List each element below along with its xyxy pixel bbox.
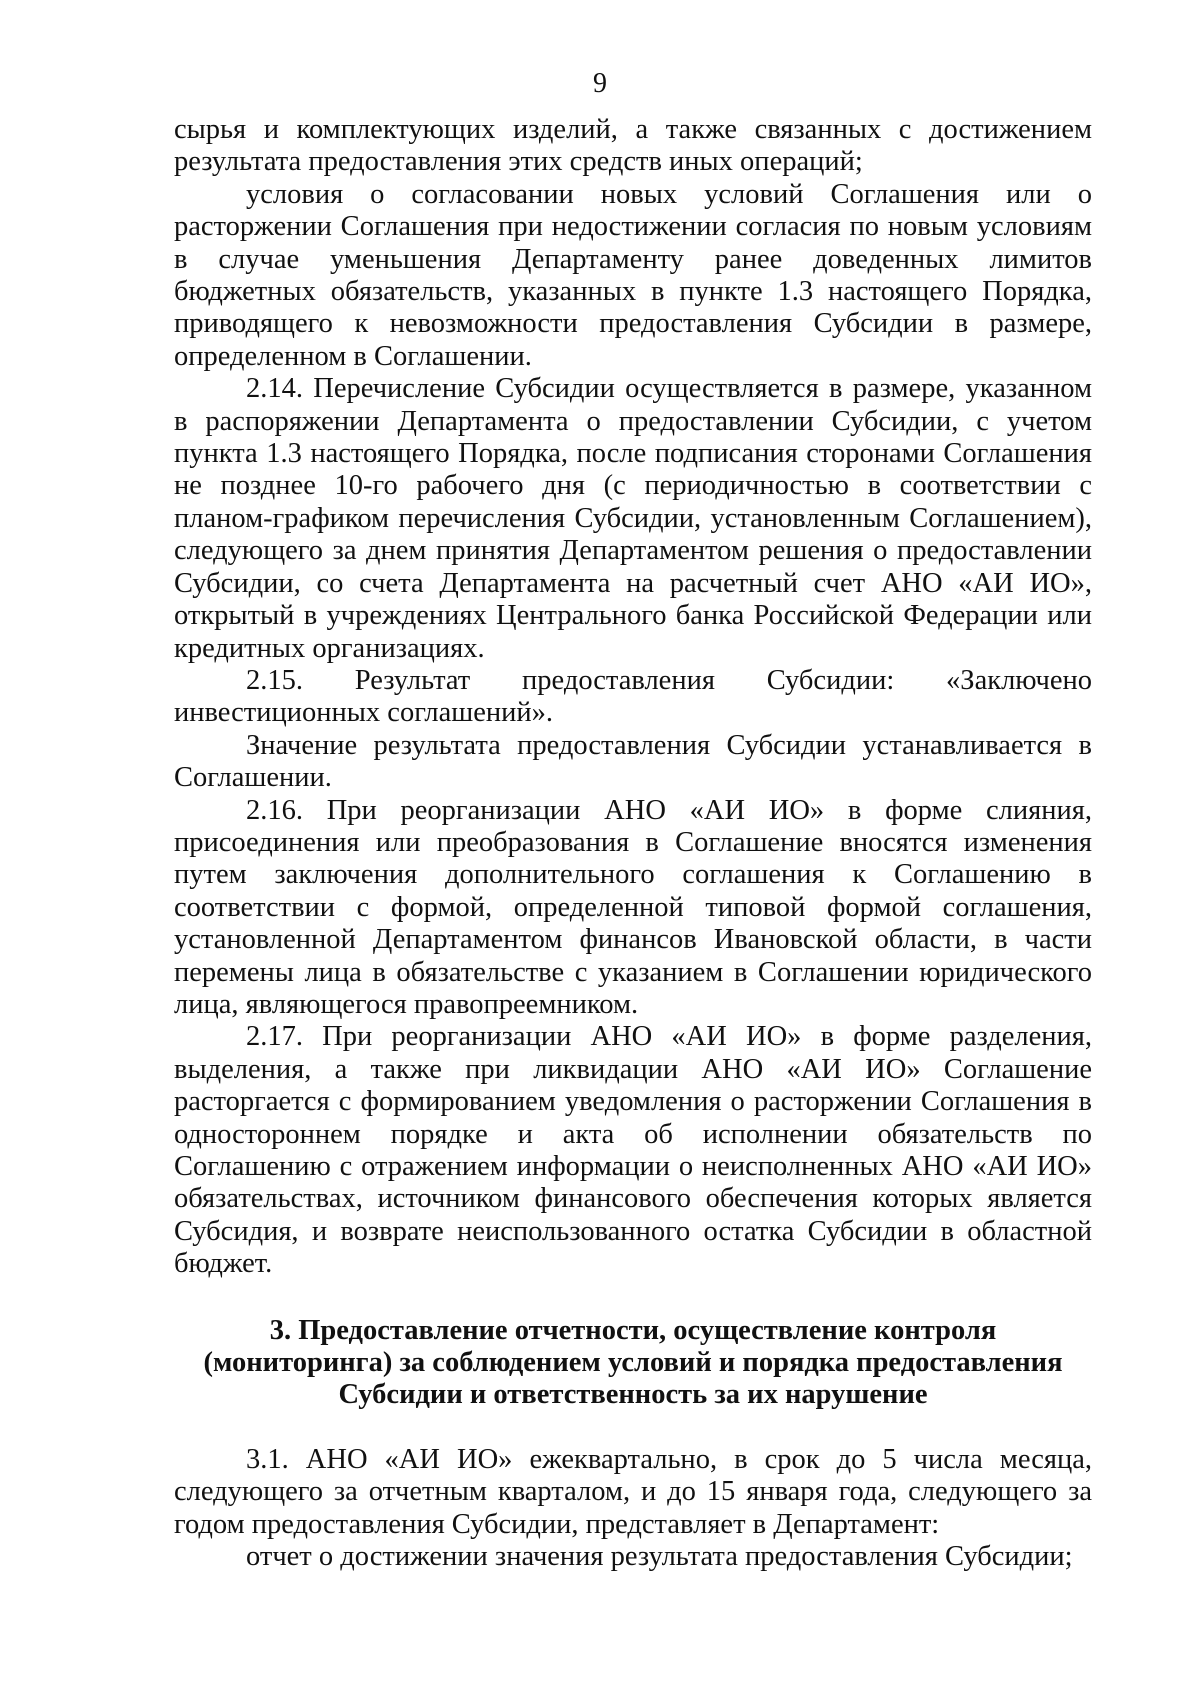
paragraph-2-15: 2.15. Результат предоставления Субсидии: «Заключено инвестиционных соглашений». — [174, 664, 1092, 729]
paragraph-2-14: 2.14. Перечисление Субсидии осуществляется в размере, указанном в распоряжении Департамента о предоставлении Субсидии, с учетом пункта 1.3 настоящего Порядка, после подписания сторонами Соглашения не позднее 10-го рабочего дня (с периодичностью в соответствии с планом-графиком перечисления Субсидии, установленным Соглашением), следующего за днем принятия Департаментом решения о предоставлении Субсидии, со счета Департамента на расчетный счет АНО «АИ ИО», открытый в учреждениях Центрального банка Российской Федерации или кредитных организациях. — [174, 373, 1092, 664]
section-title: 3. Предоставление отчетности, осуществление контроля (мониторинга) за соблюдением условий и порядка предоставления Субсидии и ответственность за их нарушение — [203, 1314, 1063, 1411]
paragraph-2-16: 2.16. При реорганизации АНО «АИ ИО» в форме слияния, присоединения или преобразования в Соглашение вносятся изменения путем заключения дополнительного соглашения к Соглашению в соответствии с формой, определенной типовой формой соглашения, установленной Департаментом финансов Ивановской области, в части перемены лица в обязательстве с указанием в Соглашении юридического лица, являющегося правопреемником. — [174, 794, 1092, 1020]
paragraph-report: отчет о достижении значения результата предоставления Субсидии; — [246, 1541, 1073, 1573]
paragraph-3-1: 3.1. АНО «АИ ИО» ежеквартально, в срок до 5 числа месяца, следующего за отчетным кварталом, и до 15 января года, следующего за годом предоставления Субсидии, представляет в Департамент: — [174, 1443, 1092, 1540]
paragraph-2-17: 2.17. При реорганизации АНО «АИ ИО» в форме разделения, выделения, а также при ликвидации АНО «АИ ИО» Соглашение расторгается с формированием уведомления о расторжении Соглашения в одностороннем порядке и акта об исполнении обязательств по Соглашению с отражением информации о неисполненных АНО «АИ ИО» обязательствах, источником финансового обеспечения которых является Субсидия, и возврате неиспользованного остатка Субсидии в областной бюджет. — [174, 1021, 1092, 1280]
paragraph-agreement-conditions: условия о согласовании новых условий Соглашения или о расторжении Соглашения при недостижении согласия по новым условиям в случае уменьшения Департаменту ранее доведенных лимитов бюджетных обязательств, указанных в пункте 1.3 настоящего Порядка, приводящего к невозможности предоставления Субсидии в размере, определенном в Соглашении. — [174, 178, 1092, 372]
paragraph-raw-materials: сырья и комплектующих изделий, а также связанных с достижением результата предоставления этих средств иных операций; — [174, 114, 1092, 178]
page-number: 9 — [593, 68, 607, 99]
paragraph-result-value: Значение результата предоставления Субсидии устанавливается в Соглашении. — [174, 729, 1092, 794]
document-body — [174, 114, 1092, 1573]
